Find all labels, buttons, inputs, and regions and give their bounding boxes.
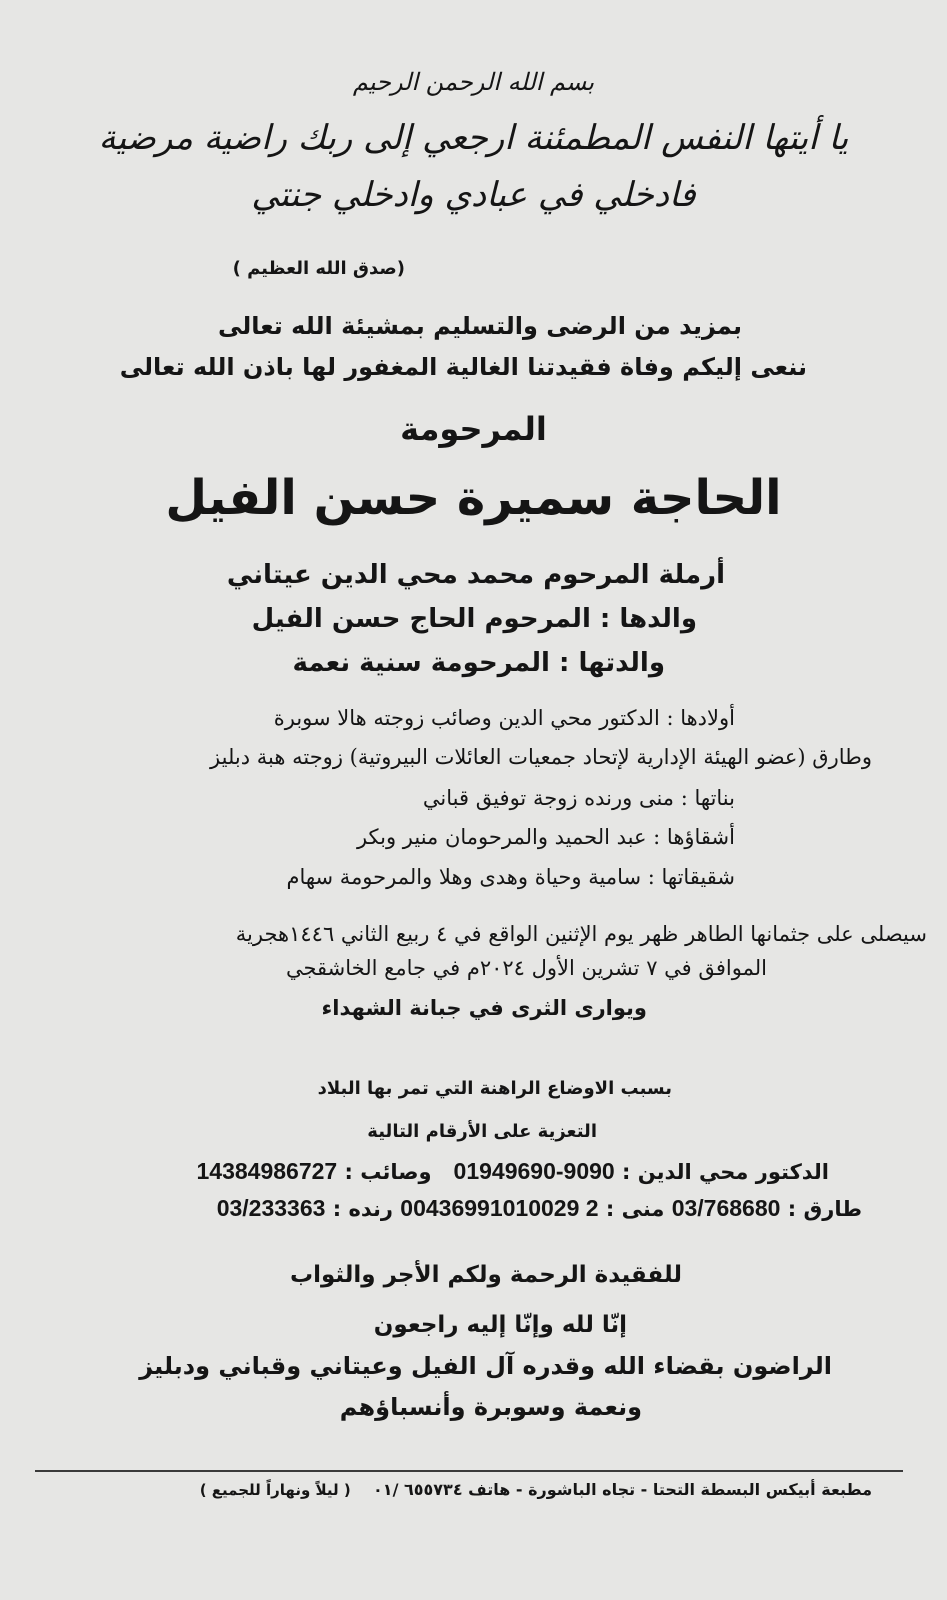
father: والدها : المرحوم الحاج حسن الفيل bbox=[251, 604, 697, 634]
contact-label: منى : bbox=[605, 1197, 665, 1221]
printer-name: مطبعة أبيكس البسطة التحتا - تجاه الباشورة - هاتف ٦٥٥٧٣٤ /٠١ bbox=[373, 1480, 872, 1499]
contact-label: طارق : bbox=[787, 1197, 862, 1221]
sisters: شقيقاتها : سامية وحياة وهدى وهلا والمرحومة سهام bbox=[286, 865, 735, 889]
condolence-note-2: التعزية على الأرقام التالية bbox=[367, 1121, 597, 1142]
quran-verse-line-1: يا أيتها النفس المطمئنة ارجعي إلى ربك راضية مرضية bbox=[98, 118, 849, 158]
closing-line-2: إنّا لله وإنّا إليه راجعون bbox=[373, 1312, 627, 1338]
daughters: بناتها : منى ورنده زوجة توفيق قباني bbox=[422, 786, 735, 810]
sadaq-allah: (صدق الله العظيم ) bbox=[232, 258, 405, 279]
contact-number: 03/768680 bbox=[671, 1195, 781, 1221]
printer-credit bbox=[200, 1480, 872, 1499]
contact-number: 03/233363 bbox=[216, 1195, 326, 1221]
sons-line-2: وطارق (عضو الهيئة الإدارية لإتحاد جمعيات العائلات البيروتية) زوجته هبة دبليز bbox=[210, 745, 872, 769]
footer-divider bbox=[35, 1470, 903, 1472]
sons-line-1: أولادها : الدكتور محي الدين وصائب زوجته هالا سوبرة bbox=[273, 706, 735, 730]
intro-line-2: ننعى إليكم وفاة فقيدتنا الغالية المغفور لها باذن الله تعالى bbox=[119, 353, 807, 381]
contacts-row-2 bbox=[217, 1195, 862, 1222]
condolence-note-1: بسبب الاوضاع الراهنة التي تمر بها البلاد bbox=[317, 1078, 672, 1099]
basmala: بسم الله الرحمن الرحيم bbox=[352, 68, 595, 96]
deceased-name: الحاجة سميرة حسن الفيل bbox=[165, 470, 782, 526]
contact-label: وصائب : bbox=[344, 1160, 432, 1184]
funeral-line-3: ويوارى الثرى في جبانة الشهداء bbox=[321, 996, 647, 1020]
closing-line-4: ونعمة وسوبرة وأنسباؤهم bbox=[339, 1393, 642, 1421]
contacts-row-1 bbox=[197, 1158, 829, 1185]
deceased-title: المرحومة bbox=[400, 410, 547, 448]
printer-hours: ( ليلاً ونهاراً للجميع ) bbox=[199, 1481, 351, 1499]
contact-label: الدكتور محي الدين : bbox=[622, 1160, 829, 1184]
closing-line-1: للفقيدة الرحمة ولكم الأجر والثواب bbox=[289, 1262, 682, 1288]
brothers: أشقاؤها : عبد الحميد والمرحومان منير وبكر bbox=[356, 825, 735, 849]
contact-number: 01949690-9090 bbox=[453, 1158, 615, 1184]
mother: والدتها : المرحومة سنية نعمة bbox=[292, 648, 665, 678]
contact-number: 14384986727 bbox=[196, 1158, 338, 1184]
contact-number: 00436991010029 2 bbox=[400, 1195, 599, 1221]
contact-label: رنده : bbox=[332, 1197, 393, 1221]
funeral-line-1: سيصلى على جثمانها الطاهر ظهر يوم الإثنين الواقع في ٤ ربيع الثاني ١٤٤٦هجرية bbox=[235, 922, 927, 946]
closing-line-3: الراضون بقضاء الله وقدره آل الفيل وعيتاني وقباني ودبليز bbox=[139, 1352, 832, 1380]
widow-of: أرملة المرحوم محمد محي الدين عيتاني bbox=[226, 560, 725, 590]
quran-verse-line-2: فادخلي في عبادي وادخلي جنتي bbox=[251, 175, 696, 215]
funeral-line-2: الموافق في ٧ تشرين الأول ٢٠٢٤م في جامع الخاشقجي bbox=[286, 956, 767, 980]
intro-line-1: بمزيد من الرضى والتسليم بمشيئة الله تعالى bbox=[217, 312, 742, 340]
